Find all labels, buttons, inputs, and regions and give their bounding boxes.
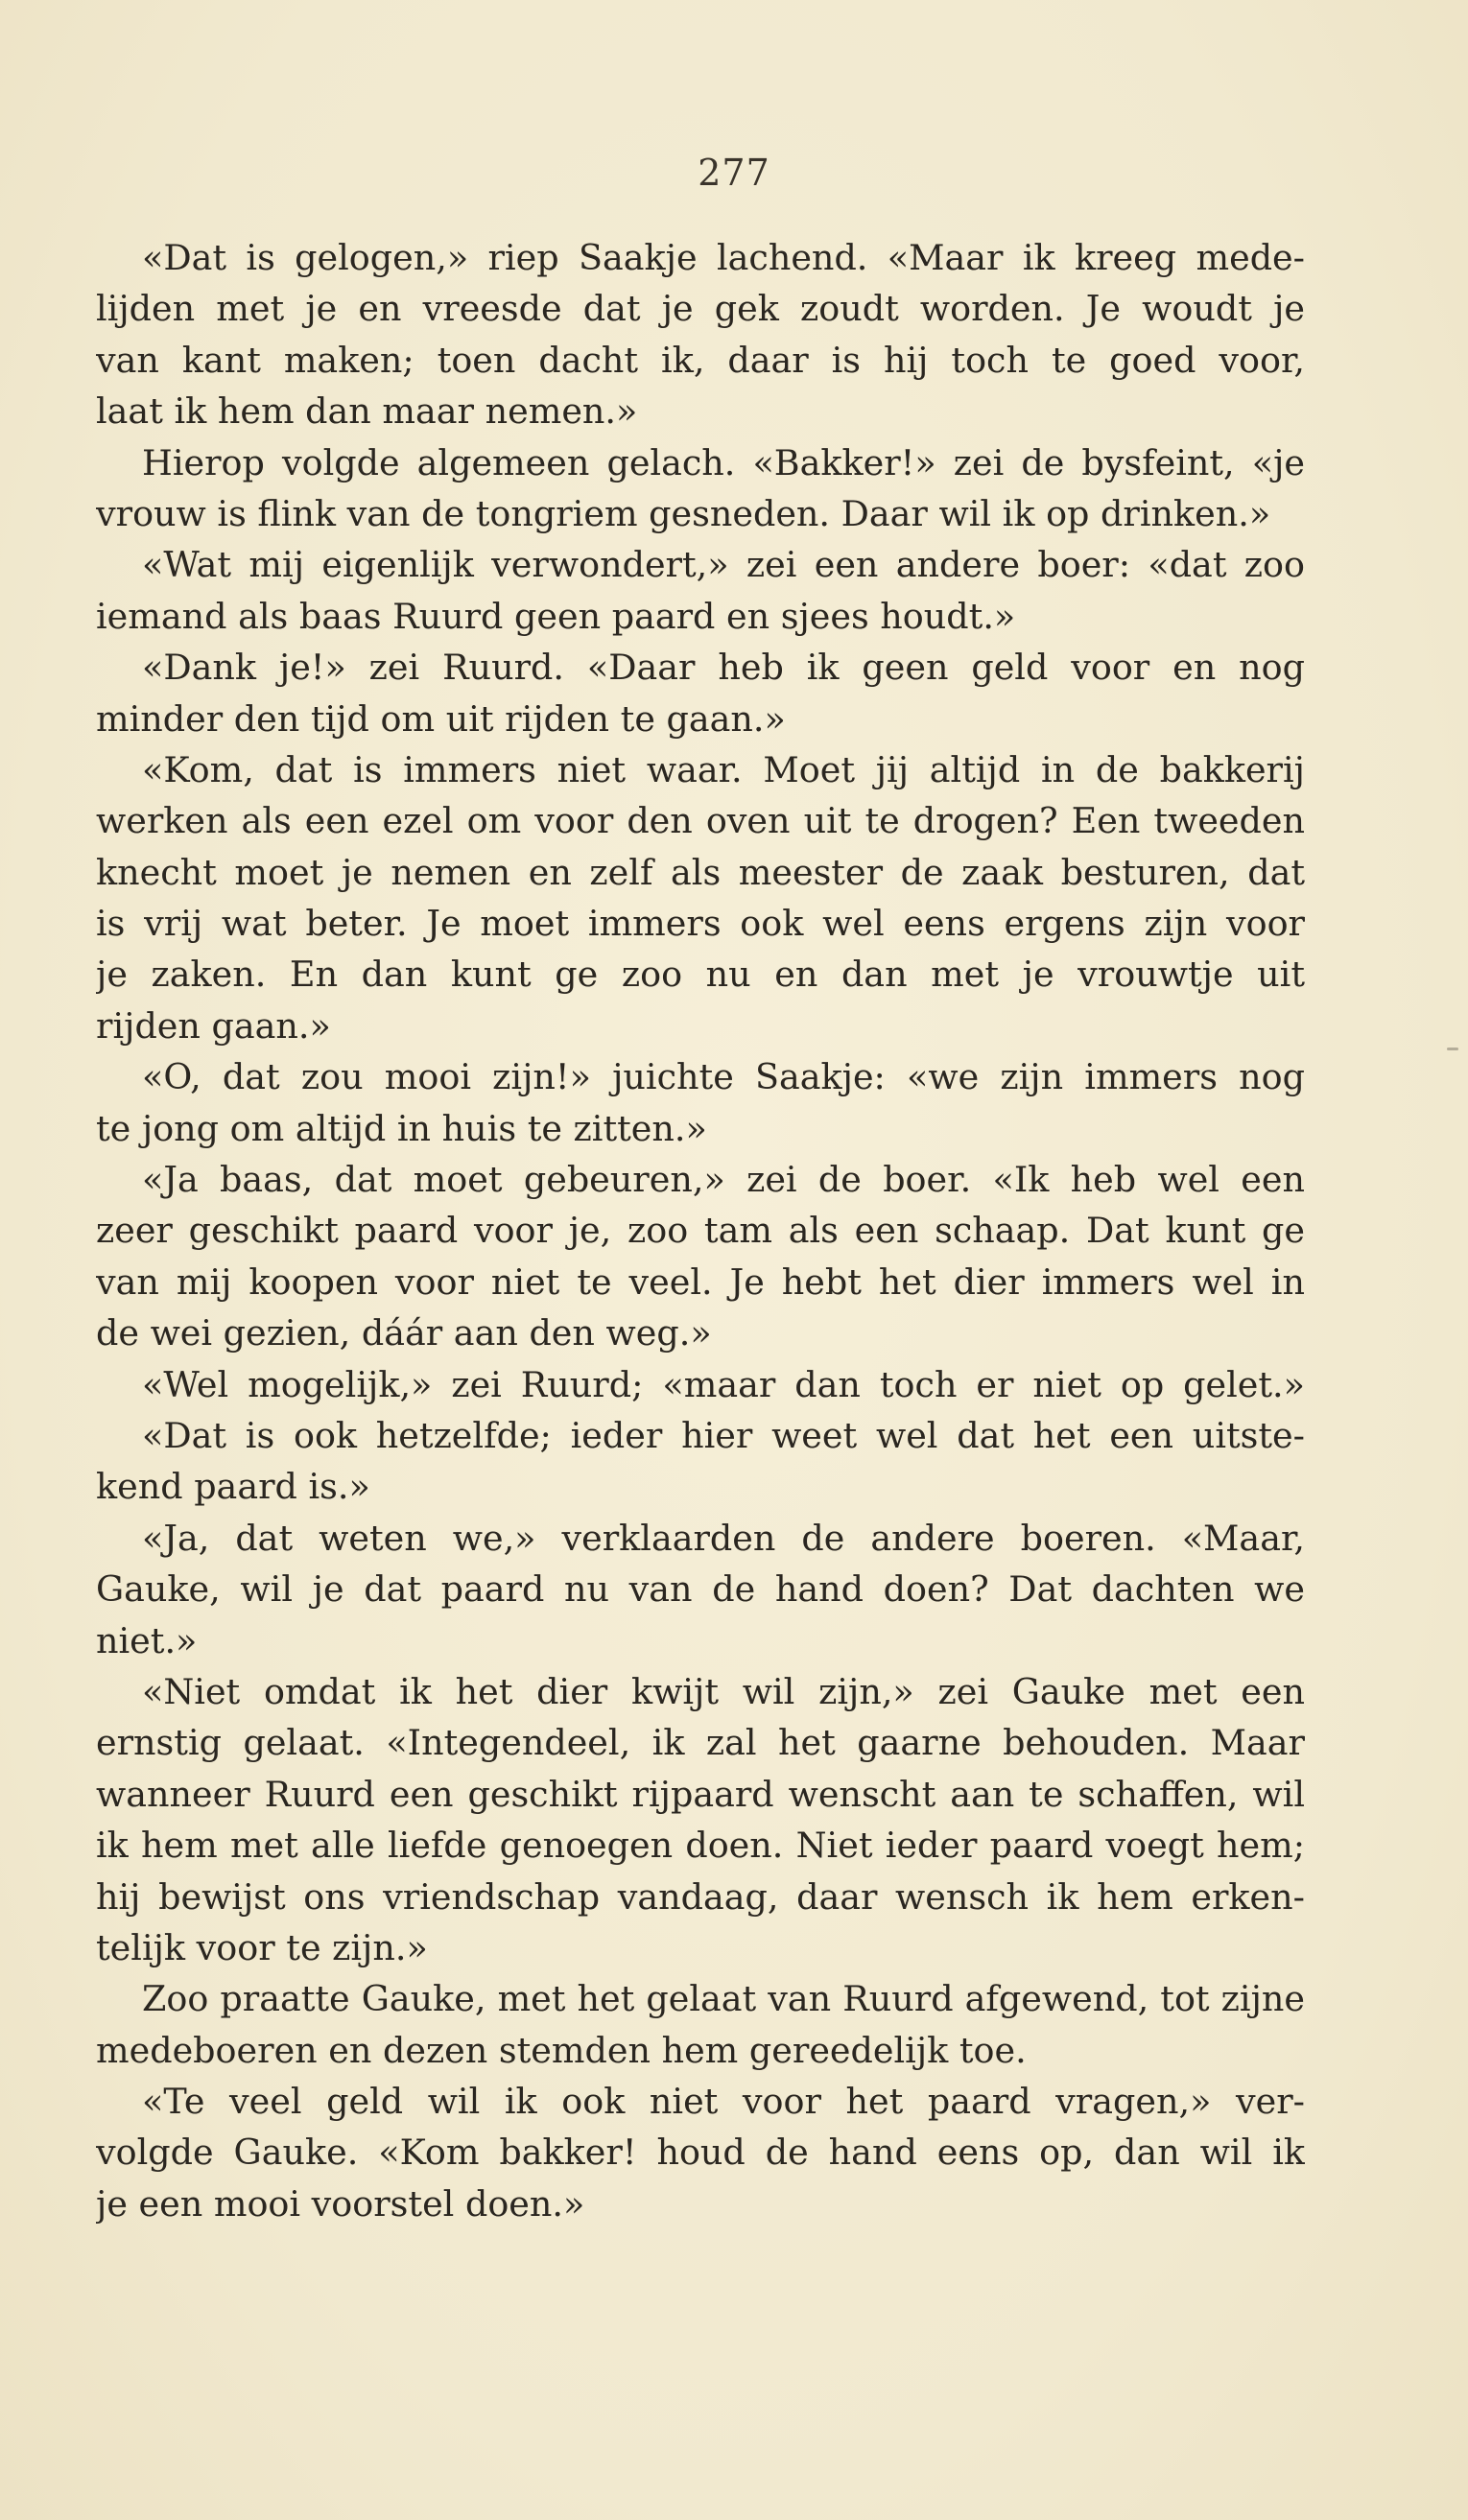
text-line: «Kom, dat is immers niet waar. Moet jij altijd in de bakkerij <box>142 748 1305 790</box>
page-number: 277 <box>698 152 770 194</box>
text-line: van kant maken; toen dacht ik, daar is hij toch te goed voor, <box>96 339 1305 381</box>
text-line: telijk voor te zijn.» <box>96 1926 428 1968</box>
text-line: «Dat is gelogen,» riep Saakje lachend. «Maar ik kreeg mede- <box>142 237 1305 278</box>
text-line: kend paard is.» <box>96 1466 370 1508</box>
text-line: «Ja baas, dat moet gebeuren,» zei de boer. «Ik heb wel een <box>142 1159 1305 1201</box>
text-line: Gauke, wil je dat paard nu van de hand doen? Dat dachten we <box>96 1568 1305 1611</box>
body-text <box>96 232 1305 2229</box>
text-line: vrouw is flink van de tongriem gesneden. Daar wil ik op drinken.» <box>96 492 1271 534</box>
text-line: hij bewijst ons vriendschap vandaag, daar wensch ik hem erken- <box>96 1875 1305 1918</box>
text-line: medeboeren en dezen stemden hem gereedelijk toe. <box>96 2029 1027 2071</box>
text-line: «Wat mij eigenlijk verwondert,» zei een andere boer: «dat zoo <box>142 544 1305 586</box>
text-line: «Te veel geld wil ik ook niet voor het paard vragen,» ver- <box>142 2081 1305 2123</box>
text-line: «Dat is ook hetzelfde; ieder hier weet wel dat het een uitste- <box>142 1414 1305 1456</box>
text-line: minder den tijd om uit rijden te gaan.» <box>96 697 786 740</box>
text-line: «Niet omdat ik het dier kwijt wil zijn,» zei Gauke met een <box>142 1670 1305 1712</box>
text-line: «Ja, dat weten we,» verklaarden de andere boeren. «Maar, <box>142 1517 1305 1559</box>
text-line: rijden gaan.» <box>96 1004 331 1047</box>
text-line: «Dank je!» zei Ruurd. «Daar heb ik geen geld voor en nog <box>142 647 1305 689</box>
text-line: volgde Gauke. «Kom bakker! houd de hand eens op, dan wil ik <box>96 2131 1305 2174</box>
text-line: iemand als baas Ruurd geen paard en sjees houdt.» <box>96 595 1016 637</box>
text-line: niet.» <box>96 1619 198 1661</box>
text-line: knecht moet je nemen en zelf als meester de zaak besturen, dat <box>96 851 1305 893</box>
text-line: zeer geschikt paard voor je, zoo tam als een schaap. Dat kunt ge <box>96 1210 1305 1252</box>
text-line: je een mooi voorstel doen.» <box>96 2182 585 2225</box>
text-line: te jong om altijd in huis te zitten.» <box>96 1107 707 1149</box>
text-line: de wei gezien, dáár aan den weg.» <box>96 1312 712 1354</box>
text-line: werken als een ezel om voor den oven uit te drogen? Een tweeden <box>96 800 1305 842</box>
text-line: van mij koopen voor niet te veel. Je hebt het dier immers wel in <box>96 1260 1305 1303</box>
text-line: je zaken. En dan kunt ge zoo nu en dan met je vrouwtje uit <box>96 954 1305 996</box>
text-line: Zoo praatte Gauke, met het gelaat van Ruurd afgewend, tot zijne <box>142 1978 1305 2020</box>
text-line: is vrij wat beter. Je moet immers ook wel eens ergens zijn voor <box>96 903 1305 945</box>
text-line: ik hem met alle liefde genoegen doen. Niet ieder paard voegt hem; <box>96 1825 1305 1867</box>
text-line: laat ik hem dan maar nemen.» <box>96 390 638 433</box>
text-line: ernstig gelaat. «Integendeel, ik zal het gaarne behouden. Maar <box>96 1722 1305 1764</box>
paper-speck <box>1447 1048 1458 1050</box>
text-line: lijden met je en vreesde dat je gek zoudt worden. Je woudt je <box>96 288 1305 330</box>
text-line: Hierop volgde algemeen gelach. «Bakker!» zei de bysfeint, «je <box>142 441 1305 483</box>
text-line: «Wel mogelijk,» zei Ruurd; «maar dan toch er niet op gelet.» <box>142 1363 1305 1405</box>
text-line: wanneer Ruurd een geschikt rijpaard wenscht aan te schaffen, wil <box>96 1773 1305 1815</box>
text-line: «O, dat zou mooi zijn!» juichte Saakje: «we zijn immers nog <box>142 1056 1305 1098</box>
